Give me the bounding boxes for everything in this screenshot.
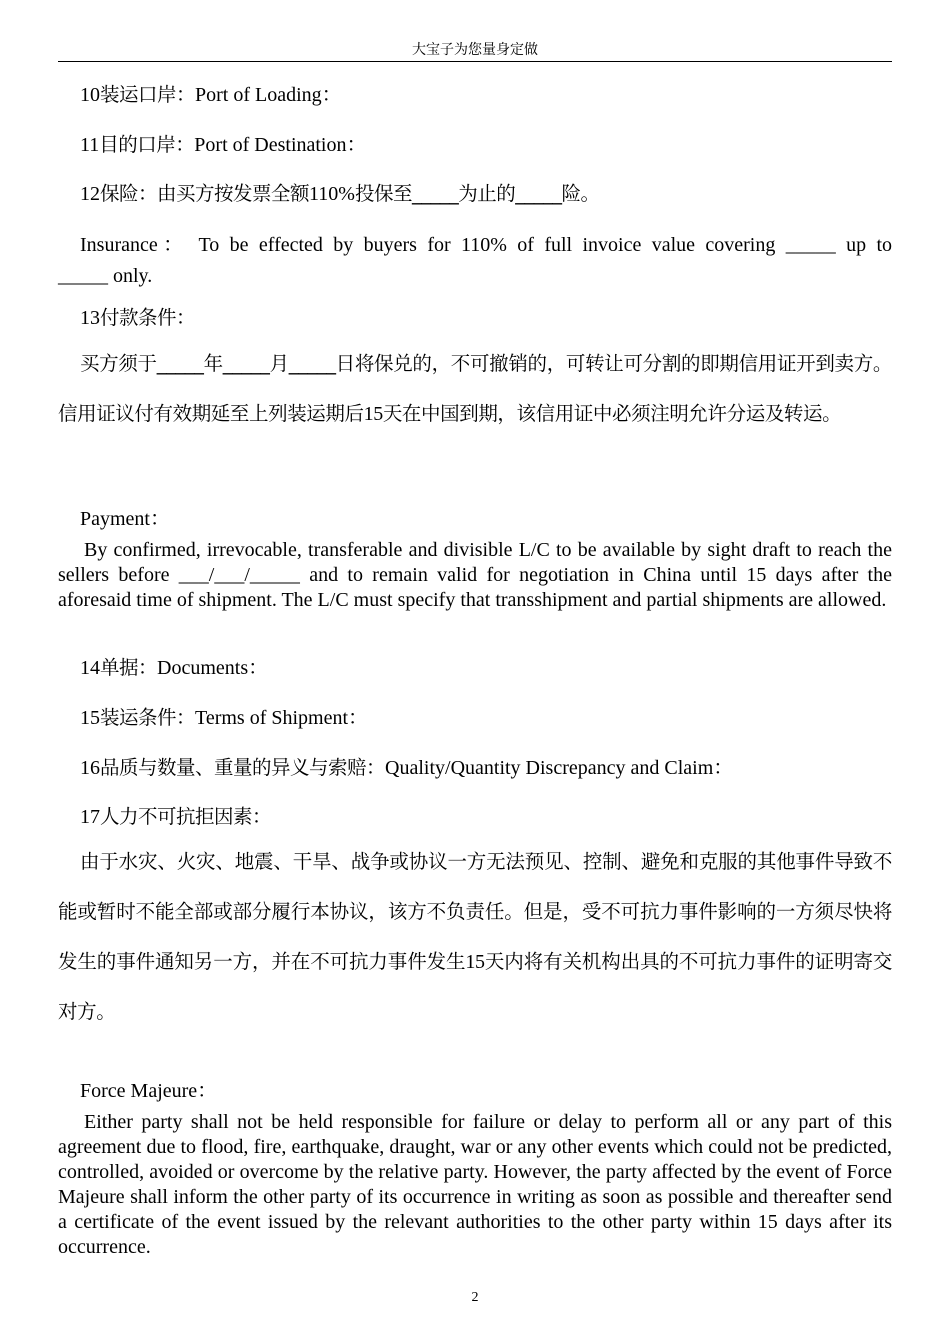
clause-title-en: Terms of Shipment： xyxy=(195,707,369,729)
payment-en-paragraph: By confirmed, irrevocable, transferable and divisible L/C to be available by sight draft to reach the sellers before ___/___/_____ and to remain valid for negotiation in China until 15 days after the aforesaid time of shipment. The L/C must specify that transshipment and partial shipments are allowed. xyxy=(58,539,892,611)
clause-number: 10 xyxy=(80,84,100,106)
payment-cn-days: 15 xyxy=(363,403,383,425)
clause-title-en: Quality/Quantity Discrepancy and Claim： xyxy=(385,757,734,779)
payment-cn-part1: 买方须于_____年_____月_____日将保兑的，不可撤销的，可转让可分割的即期信用证开到卖方。信用证议付有效期延至上列装运期后 xyxy=(58,352,892,425)
clause-title-cn: 装运口岸： xyxy=(100,83,196,106)
clause-number: 16 xyxy=(80,757,100,779)
clause-number: 11 xyxy=(80,134,100,156)
header-divider xyxy=(58,61,892,62)
clause-title-en: Documents： xyxy=(157,657,269,679)
force-majeure-en-paragraph: Either party shall not be held responsible for failure or delay to perform all or any part of this agreement due to flood, fire, earthquake, draught, war or any other events which could not be predicted, controlled, avoided or overcome by the relative party. However, the party affected by the event of Force Majeure shall inform the other party of its occurrence in writing as soon as possible and thereafter send a certificate of the event issued by the relevant authorities to the other party within 15 days after its occurrence. xyxy=(58,1111,892,1258)
clause-17 xyxy=(80,801,892,829)
force-majeure-cn-paragraph xyxy=(58,837,892,1037)
clause-11 xyxy=(80,128,892,157)
clause-title-cn: 人力不可抗拒因素： xyxy=(100,805,272,828)
clause-title-en: Port of Loading： xyxy=(195,84,342,106)
clause-title-cn: 品质与数量、重量的异义与索赔： xyxy=(100,756,386,779)
clause-title-en: Port of Destination： xyxy=(194,134,367,156)
page-header: 大宝子为您量身定做 xyxy=(412,43,538,58)
clause-number: 17 xyxy=(80,806,100,828)
payment-en-label: Payment： xyxy=(80,508,170,530)
clause-number: 12 xyxy=(80,183,100,205)
insurance-en-line1: Insurance： To be effected by buyers for 110% of full invoice value covering _____ up to xyxy=(80,234,892,256)
clause-number: 13 xyxy=(80,307,100,329)
clause-number: 14 xyxy=(80,657,100,679)
insurance-cn-part2: 投保至_____为止的_____险。 xyxy=(354,182,600,205)
clause-title-cn: 目的口岸： xyxy=(99,133,195,156)
payment-cn-paragraph xyxy=(58,339,892,439)
insurance-percentage: 110% xyxy=(309,183,355,205)
page-number: 2 xyxy=(471,1290,479,1305)
clause-15 xyxy=(80,701,892,730)
insurance-cn-part1: 保险：由买方按发票全额 xyxy=(100,182,310,205)
clause-10 xyxy=(80,78,892,107)
force-cn-part2: 天内将有关机构出具的不可抗力事件的证明寄交对方。 xyxy=(58,950,892,1023)
payment-cn-part2: 天在中国到期，该信用证中必须注明允许分运及转运。 xyxy=(382,402,842,425)
clause-number: 15 xyxy=(80,707,100,729)
clause-16 xyxy=(80,751,892,780)
clause-title-cn: 付款条件： xyxy=(100,306,196,329)
clause-title-cn: 装运条件： xyxy=(100,706,196,729)
clause-title-cn: 单据： xyxy=(100,656,158,679)
clause-14 xyxy=(80,651,892,680)
force-cn-days: 15 xyxy=(465,951,485,973)
clause-12 xyxy=(80,178,892,206)
clause-13 xyxy=(80,302,892,330)
insurance-en-line2: _____ only. xyxy=(58,265,153,287)
force-majeure-en-label: Force Majeure： xyxy=(80,1080,218,1102)
insurance-en-paragraph xyxy=(58,227,892,289)
force-cn-part1: 由于水灾、火灾、地震、干旱、战争或协议一方无法预见、控制、避免和克服的其他事件导致不能或暂时不能全部或部分履行本协议，该方不负责任。但是，受不可抗力事件影响的一方须尽快将发生的事件通知另一方，并在不可抗力事件发生 xyxy=(58,850,892,973)
